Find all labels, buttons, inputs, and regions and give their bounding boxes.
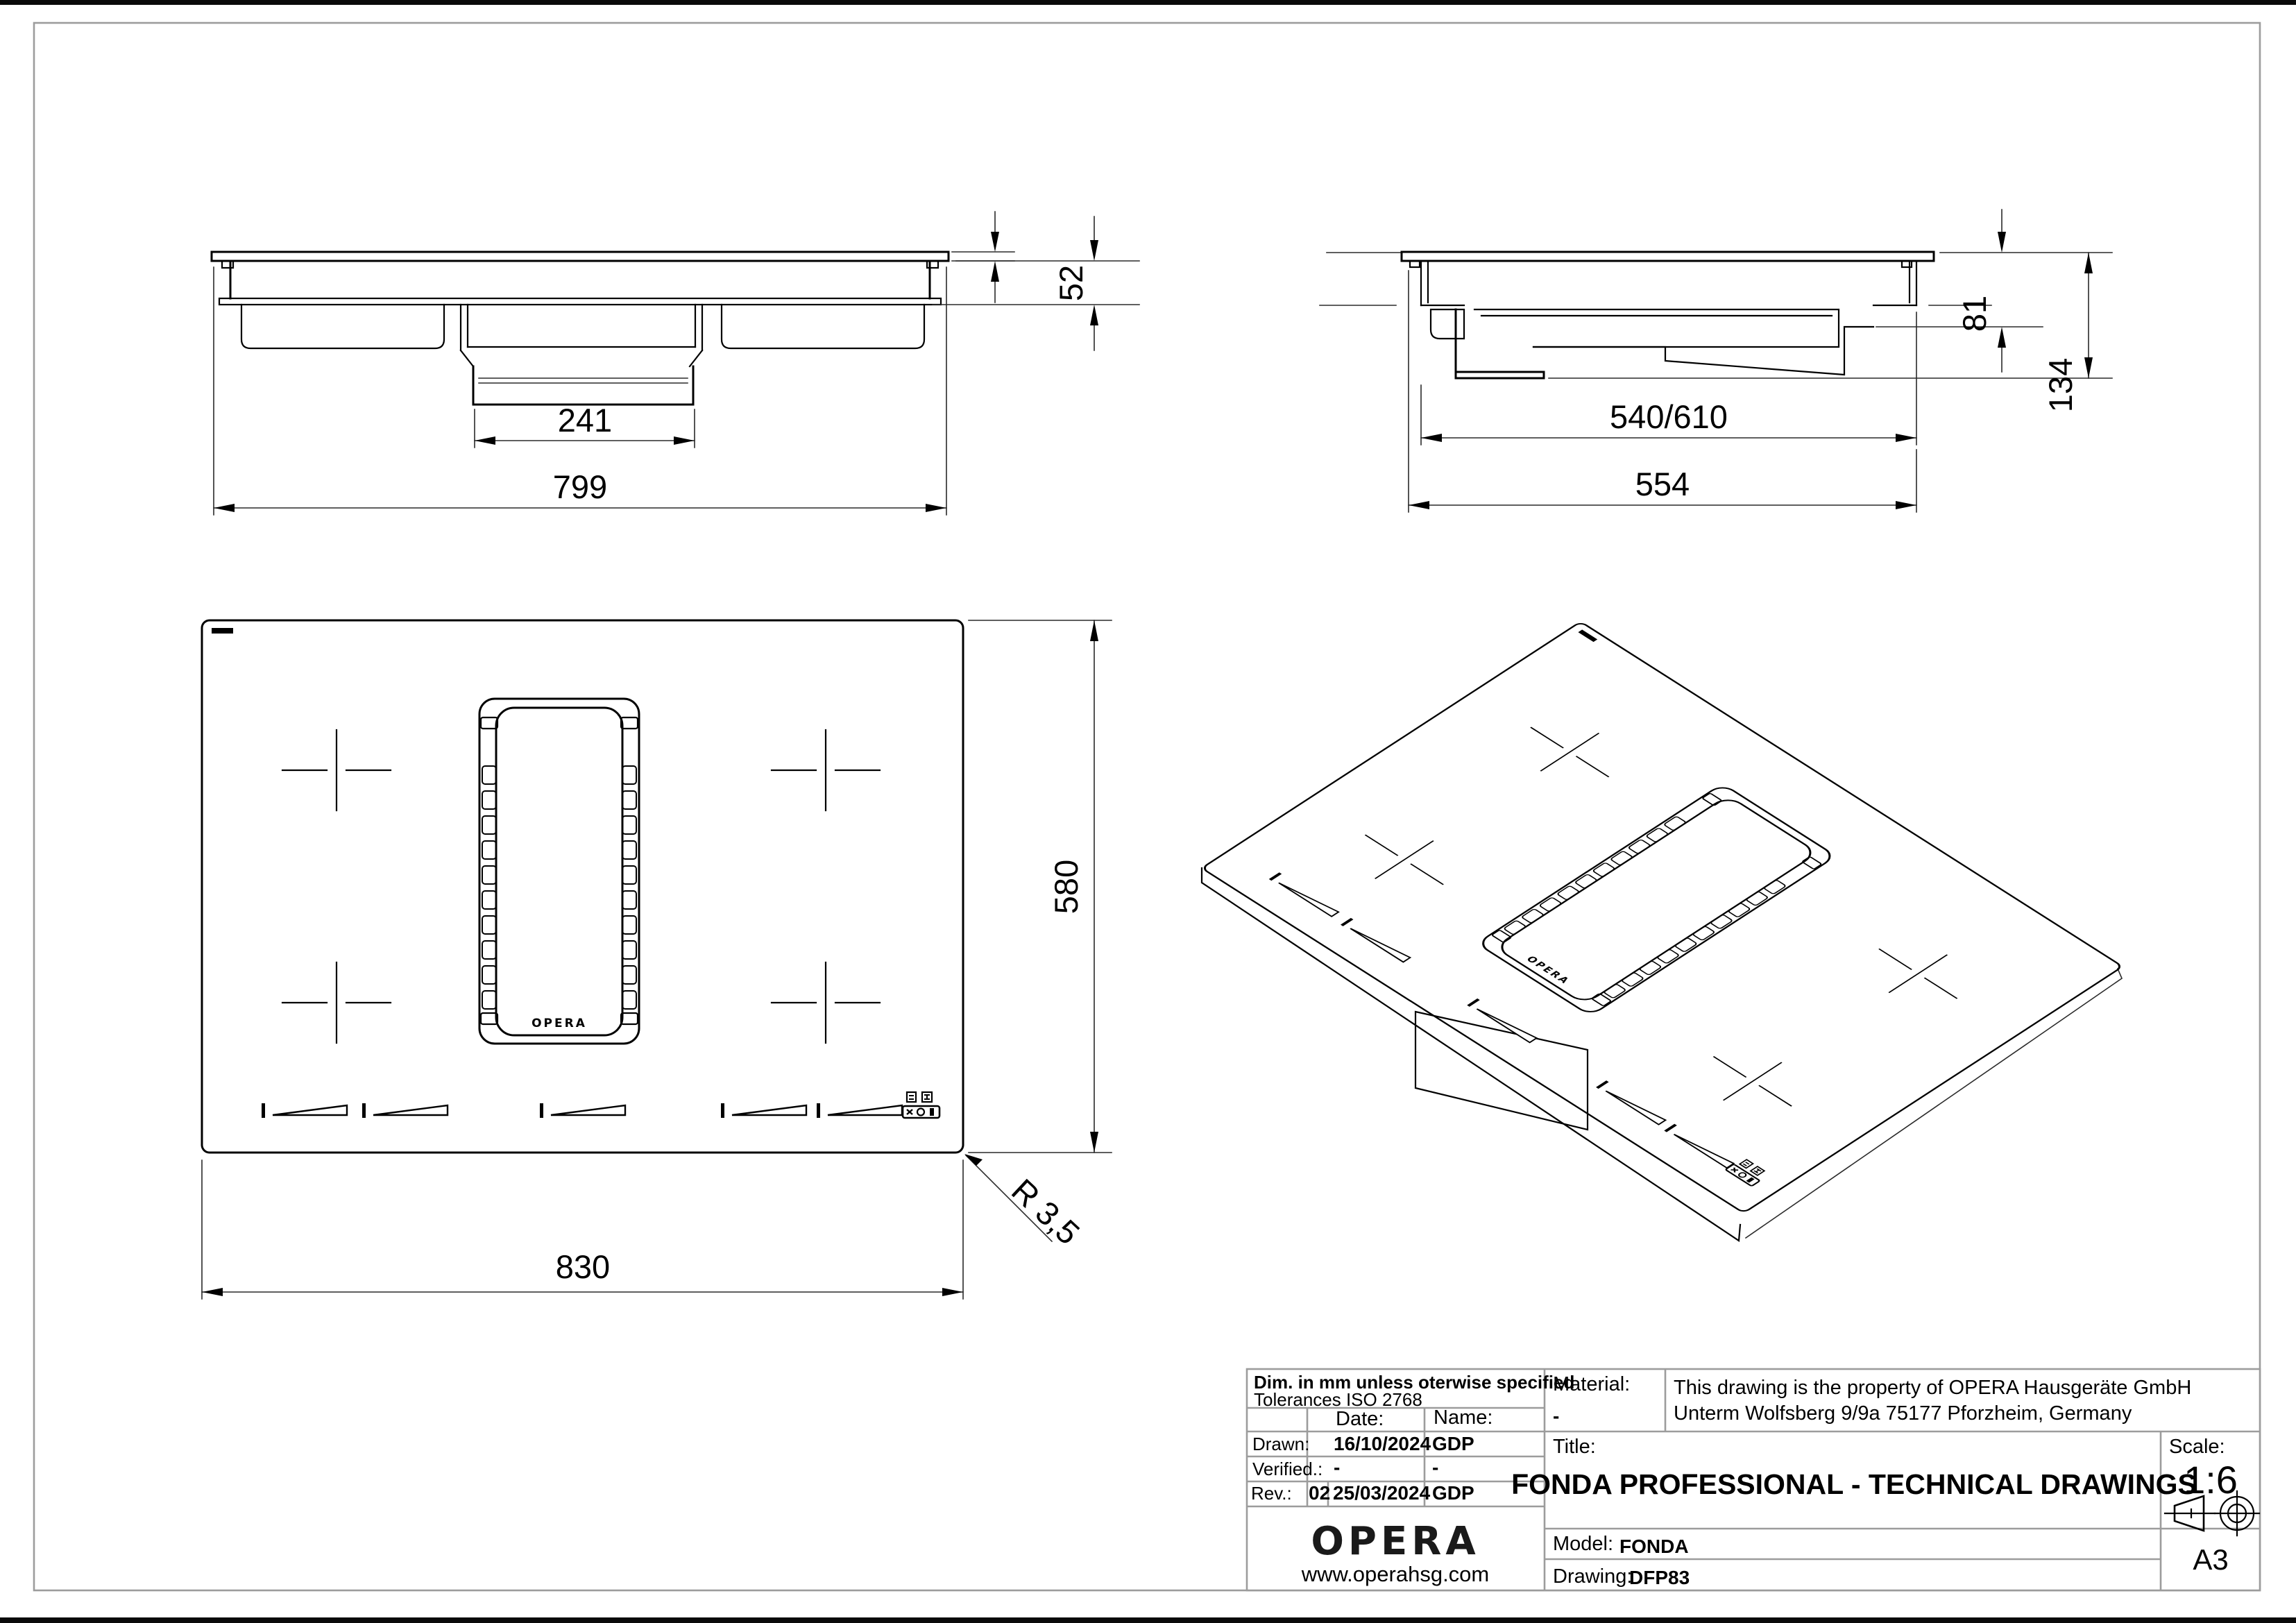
front-spigot-box (473, 366, 693, 405)
dim-text-799: 799 (552, 468, 608, 505)
front-chassis-lip (219, 298, 941, 305)
drawn-label: Drawn: (1252, 1434, 1310, 1454)
dim-text-81: 81 (1956, 295, 1993, 332)
note-line2: Tolerances ISO 2768 (1254, 1389, 1422, 1410)
drawing-title: FONDA PROFESSIONAL - TECHNICAL DRAWINGS (1511, 1468, 2197, 1500)
rev-label: Rev.: (1251, 1483, 1292, 1504)
title-block (1247, 1369, 2260, 1590)
property-line1: This drawing is the property of OPERA Hausgeräte GmbH (1674, 1377, 2192, 1399)
drawing-frame (34, 23, 2260, 1590)
sheet-bottom-edge (0, 1617, 2296, 1623)
rev-name: GDP (1432, 1482, 1474, 1504)
material-value: - (1553, 1405, 1560, 1427)
technical-drawing-canvas: OPERA 241 799 52 81 134 540/610 554 580 830 R 3,5 Dim. in mm unless oterwise specified Tolerances ISO 2768 Date: Name: Drawn: 16/10/2024 GDP Verified.: - - Rev.: 02 25/03/2024 GDP OPERA www.operahsg.com Material: - This drawing is the property of OPERA Hausgeräte GmbH Unterm Wolfsberg 9/9a 75177 Pforzheim, Germany Title: FONDA PROFESSIONAL - TECHNICAL DRAWINGS Scale: 1:6 Model: FONDA Drawing: DFP83 A3 (0, 0, 2296, 1623)
company-website: www.operahsg.com (1301, 1562, 1490, 1586)
front-glass (212, 252, 949, 261)
sheet-top-edge (0, 0, 2296, 5)
isometric-view (1202, 622, 2123, 1241)
dim-241 (475, 402, 695, 448)
front-duct-chamfer (461, 350, 702, 366)
plan-view (202, 620, 1112, 1299)
front-right-box (722, 305, 924, 348)
front-elevation-view (212, 0, 1139, 515)
col-name-label: Name: (1434, 1407, 1493, 1429)
dim-radius (964, 1154, 1087, 1252)
dim-text-134: 134 (2042, 357, 2079, 413)
drawing-value: DFP83 (1629, 1567, 1690, 1588)
company-logo: OPERA (1311, 1519, 1480, 1564)
verified-label: Verified.: (1252, 1459, 1323, 1479)
front-spigot-seams (479, 378, 688, 383)
verified-date: - (1334, 1456, 1341, 1478)
scale-label: Scale: (2169, 1436, 2225, 1458)
side-chassis-walls (1421, 261, 1916, 305)
dim-52 (933, 216, 1139, 350)
rev-number: 02 (1309, 1482, 1331, 1504)
dim-text-52: 52 (1053, 264, 1089, 302)
dim-4 (952, 0, 1014, 303)
drawn-name: GDP (1432, 1433, 1474, 1454)
model-label: Model: (1553, 1533, 1614, 1555)
side-junction-box (1431, 309, 1464, 339)
dim-text-540-610: 540/610 (1610, 398, 1728, 435)
dim-580 (969, 620, 1112, 1153)
side-glass (1402, 252, 1934, 261)
col-date-label: Date: (1336, 1408, 1384, 1430)
property-line2: Unterm Wolfsberg 9/9a 75177 Pforzheim, Germany (1674, 1402, 2132, 1425)
side-elevation-view (1320, 210, 2112, 512)
front-left-box (241, 305, 444, 348)
verified-name: - (1432, 1456, 1439, 1478)
scale-value: 1:6 (2184, 1458, 2238, 1502)
drawn-date: 16/10/2024 (1334, 1433, 1431, 1454)
dim-text-554: 554 (1635, 466, 1690, 502)
rev-date: 25/03/2024 (1333, 1482, 1431, 1504)
dim-830 (202, 1160, 963, 1299)
dim-text-241: 241 (557, 402, 613, 439)
front-duct-lips (461, 305, 702, 350)
dim-text-r35: R 3,5 (1005, 1171, 1087, 1252)
iso-front-lip (1746, 969, 2122, 1238)
model-value: FONDA (1619, 1536, 1689, 1557)
front-chassis-walls (230, 261, 930, 298)
note-line1: Dim. in mm unless oterwise specified (1254, 1372, 1575, 1393)
drawing-label: Drawing: (1553, 1565, 1633, 1588)
title-label: Title: (1553, 1436, 1596, 1458)
dim-text-830: 830 (555, 1248, 611, 1285)
iso-body-thickness (1202, 868, 1740, 1241)
format-value: A3 (2193, 1543, 2229, 1576)
dim-81 (1876, 210, 2112, 372)
dim-text-580: 580 (1048, 859, 1085, 915)
side-duct-box (1456, 309, 1544, 378)
dim-554 (1409, 271, 1916, 512)
side-step-profile (1533, 327, 1873, 375)
side-plenum (1474, 309, 1839, 347)
dim-134 (1549, 253, 2112, 412)
iso-duct-box (1415, 1012, 1588, 1130)
material-label: Material: (1553, 1373, 1631, 1395)
